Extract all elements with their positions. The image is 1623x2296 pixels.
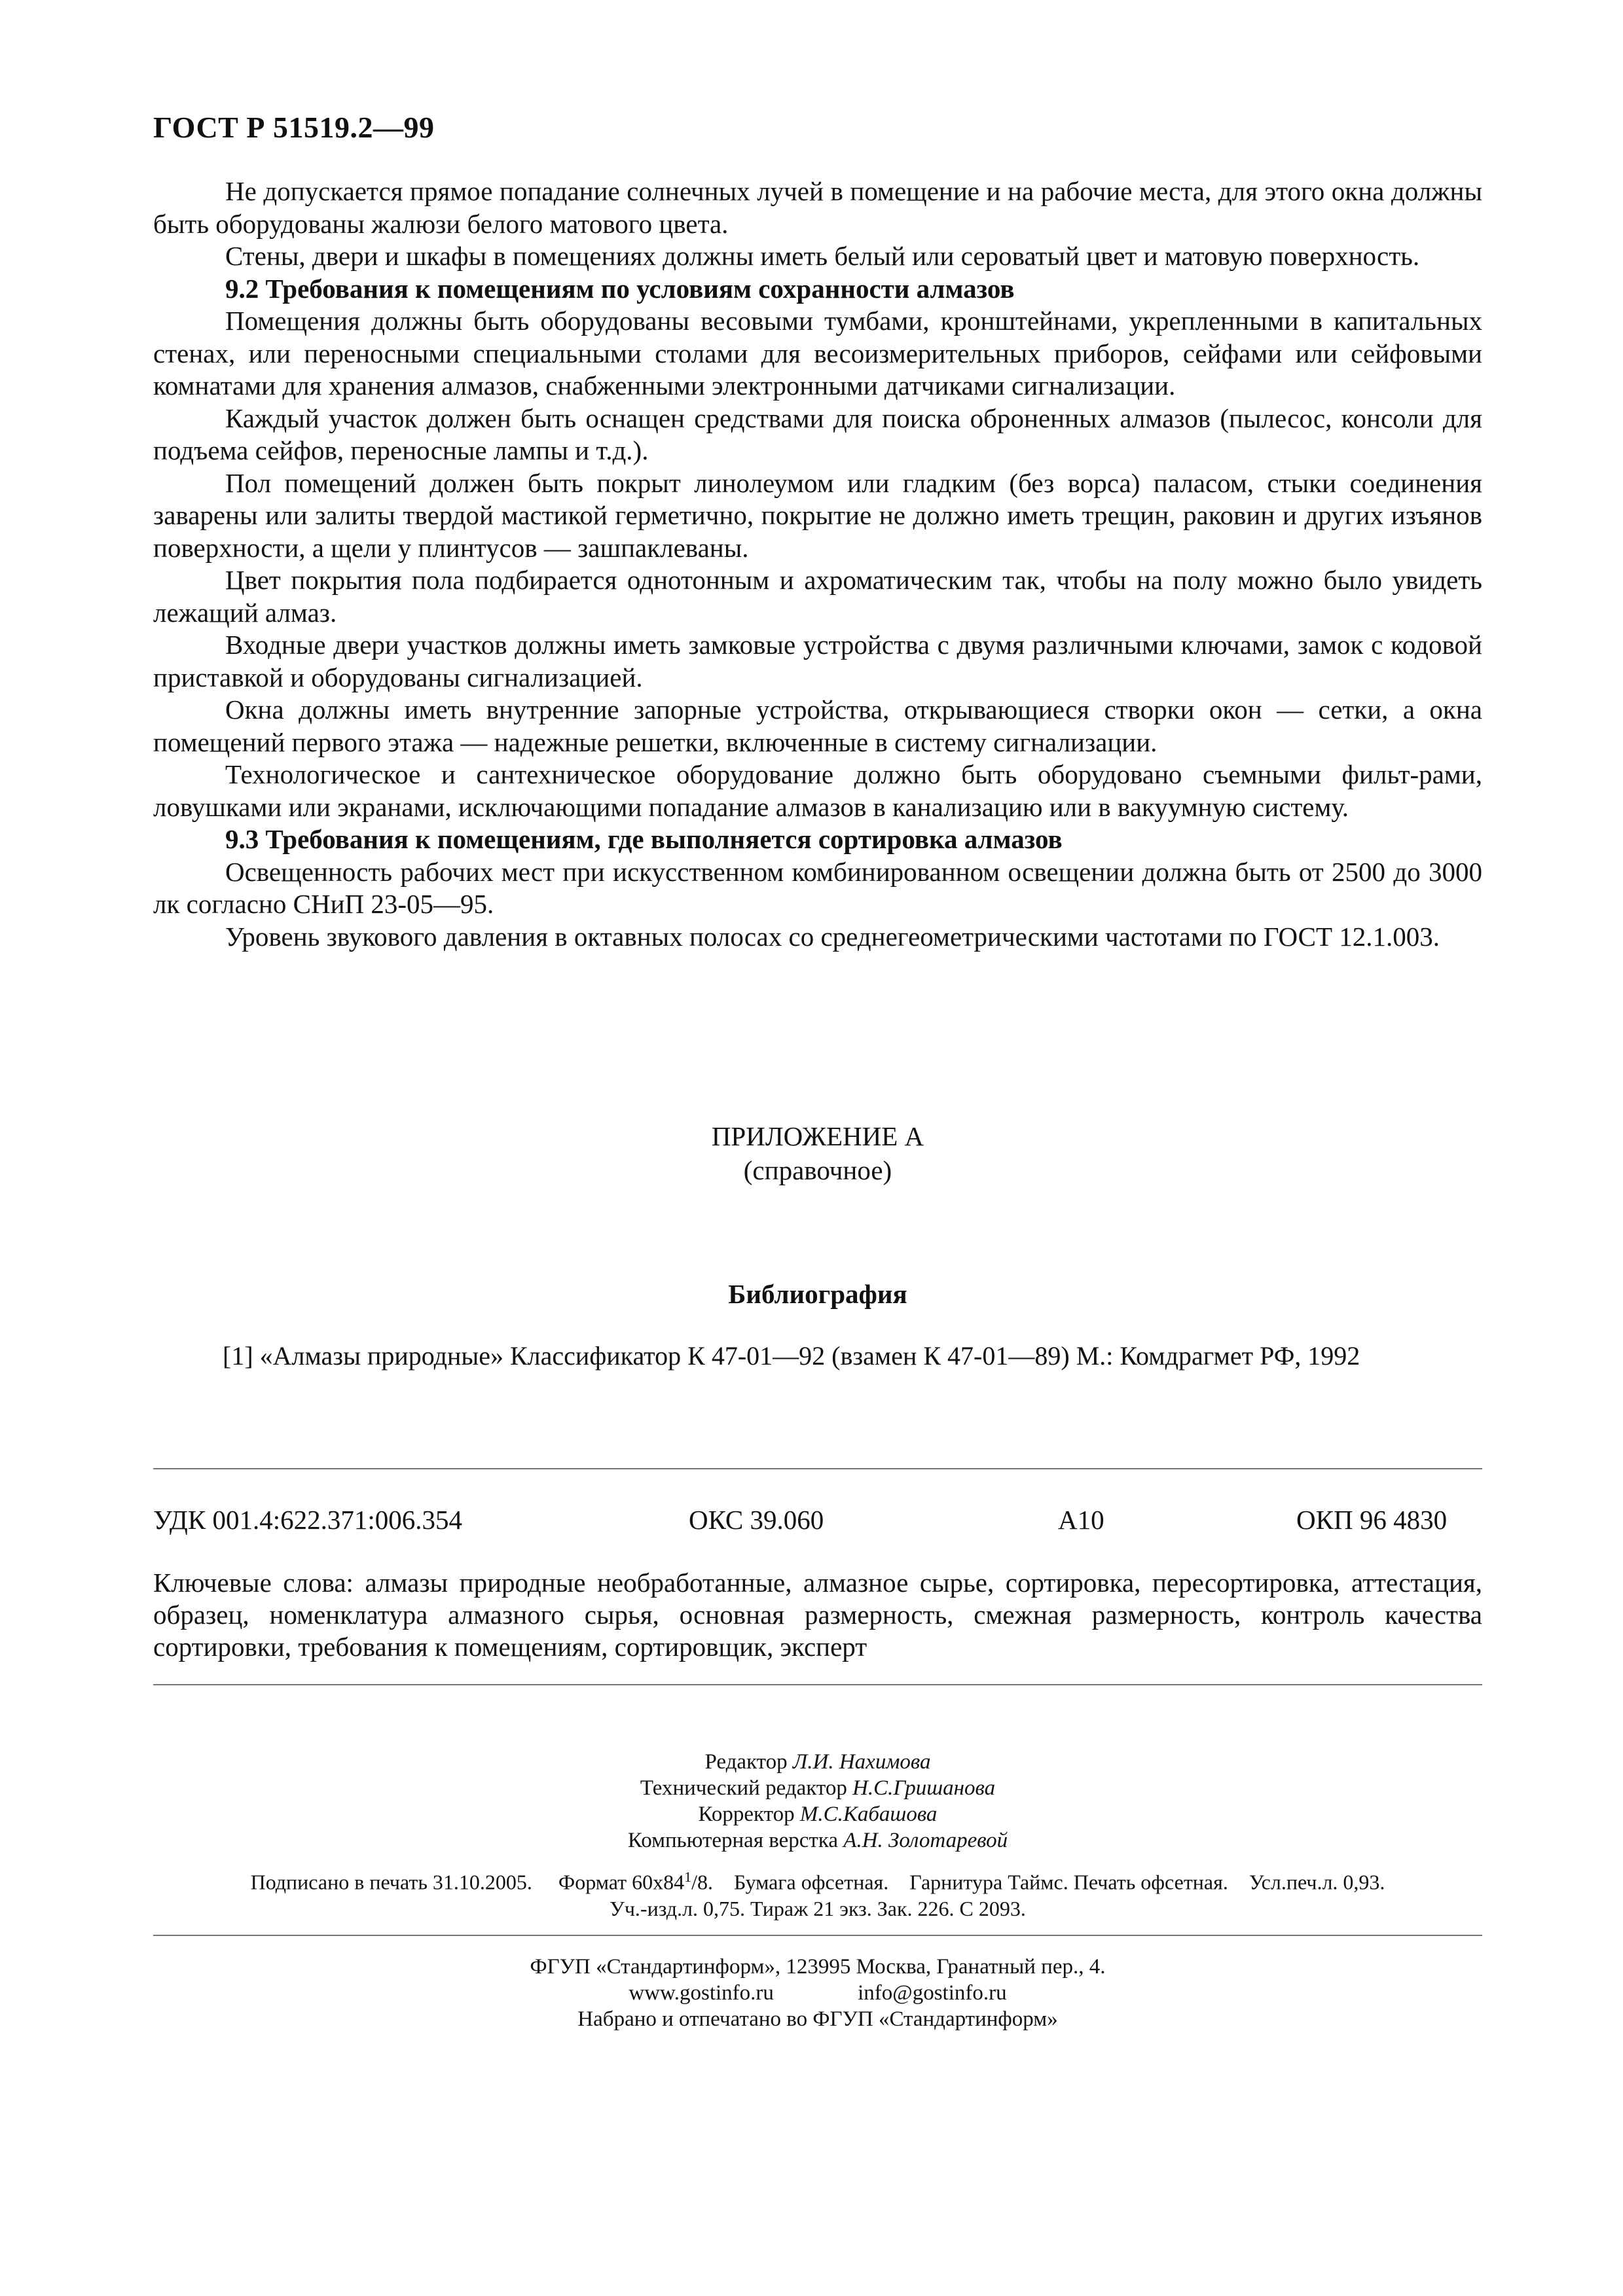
editor-name: Л.И. Нахимова [792,1750,931,1774]
publisher-printed-by: Набрано и отпечатано во ФГУП «Стандартинформ» [577,2007,1058,2031]
paragraph: Технологическое и сантехническое оборудование должно быть оборудовано съемными фильт-рами, ловушками или экранами, исключающими попадание алмазов в канализацию или в вакуумную систему. [153,759,1482,822]
imprint-line-1: Подписано в печать 31.10.2005. Формат $60х84^1/8$. Бумага офсетная. Гарнитура Таймс. Печать офсетная. Усл.печ.л. 0,93. [250,1869,1385,1894]
paragraph: Цвет покрытия пола подбирается однотонным и ахроматическим так, чтобы на полу можно было увидеть лежащий алмаз. [153,565,1482,628]
group-code: А10 [1058,1505,1104,1535]
classification-codes [153,1504,1482,1543]
paragraph: Помещения должны быть оборудованы весовыми тумбами, кронштейнами, укрепленными в капитальных стенах, или переносными специальными столами для весоизмерительных приборов, сейфами или сейфовыми комнатами для хранения алмазов, снабженными электронными датчиками сигнализации. [153,306,1482,401]
udk-code: УДК 001.4:622.371:006.354 [153,1505,462,1535]
paragraph: Каждый участок должен быть оснащен средствами для поиска оброненных алмазов (пылесос, консоли для подъема сейфов, переносные лампы и т.д.). [153,403,1482,465]
divider [153,1468,1482,1469]
staff-line: Компьютерная верстка А.Н. Золотаревой [627,1829,1008,1852]
paragraph: Пол помещений должен быть покрыт линолеумом или гладким (без ворса) паласом, стыки соединения заварены или залиты твердой мастикой герметично, покрытие не должно иметь трещин, раковин и других изъянов поверхности, а щели у плинтусов — зашпаклеваны. [153,467,1482,563]
email-link[interactable]: info@gostinfo.ru [858,1981,1007,2005]
document-code-header: ГОСТ Р 51519.2—99 [153,111,435,144]
website-link[interactable]: www.gostinfo.ru [629,1981,774,2005]
publisher-address: ФГУП «Стандартинформ», 123995 Москва, Гранатный пер., 4. [530,1955,1106,1979]
appendix-heading [153,1119,1482,1187]
tech-editor-name: Н.С.Гришанова [852,1776,996,1800]
section-heading-9-2: 9.2 Требования к помещениям по условиям сохранности алмазов [225,273,1015,304]
publisher-contacts [153,1980,1482,2006]
divider [153,1935,1482,1936]
paragraph: Освещенность рабочих мест при искусственном комбинированном освещении должна быть от 2500 до 3000 лк согласно СНиП 23-05—95. [153,856,1482,919]
corrector-name: М.С.Кабашова [799,1803,938,1826]
keywords: Ключевые слова: алмазы природные необработанные, алмазное сырье, сортировка, пересортировка, аттестация, образец, номенклатура алмазного сырья, основная размерность, смежная размерность, контроль качества сортировки, требования к помещениям, сортировщик, эксперт [153,1568,1482,1662]
appendix-subtitle: (справочное) [743,1155,892,1185]
paragraph: Окна должны иметь внутренние запорные устройства, открывающиеся створки окон — сетки, а окна помещений первого этажа — надежные решетки, включенные в систему сигнализации. [153,694,1482,757]
divider [153,1684,1482,1685]
paragraph: Уровень звукового давления в октавных полосах со среднегеометрическими частотами по ГОСТ 12.1.003. [225,921,1440,952]
staff-line: Редактор Л.И. Нахимова [704,1750,931,1774]
bibliography-title: Библиография [728,1279,907,1309]
paragraph: Не допускается прямое попадание солнечных лучей в помещение и на рабочие места, для этого окна должны быть оборудованы жалюзи белого матового цвета. [153,176,1482,239]
layout-name: А.Н. Золотаревой [843,1829,1008,1852]
imprint-line-2: Уч.-изд.л. 0,75. Тираж 21 экз. Зак. 226. С 2093. [610,1896,1026,1920]
bibliography-entry: [1] «Алмазы природные» Классификатор К 47-01—92 (взамен К 47-01—89) М.: Комдрагмет РФ, 1992 [223,1341,1360,1371]
paragraph: Входные двери участков должны иметь замковые устройства с двумя различными ключами, замок с кодовой приставкой и оборудованы сигнализацией. [153,630,1482,692]
publisher-info [153,1954,1482,2032]
section-heading-9-3: 9.3 Требования к помещениям, где выполняется сортировка алмазов [225,824,1063,854]
staff-line: Технический редактор Н.С.Гришанова [640,1776,996,1800]
paragraph: Стены, двери и шкафы в помещениях должны иметь белый или сероватый цвет и матовую поверхность. [225,241,1420,271]
editorial-staff [153,1749,1482,1854]
print-imprint [153,1864,1482,1922]
appendix-title: ПРИЛОЖЕНИЕ А [711,1121,924,1151]
oks-code: ОКС 39.060 [689,1505,824,1535]
staff-line: Корректор М.С.Кабашова [698,1803,938,1826]
okp-code: ОКП 96 4830 [1296,1505,1448,1535]
main-text [153,175,1482,953]
